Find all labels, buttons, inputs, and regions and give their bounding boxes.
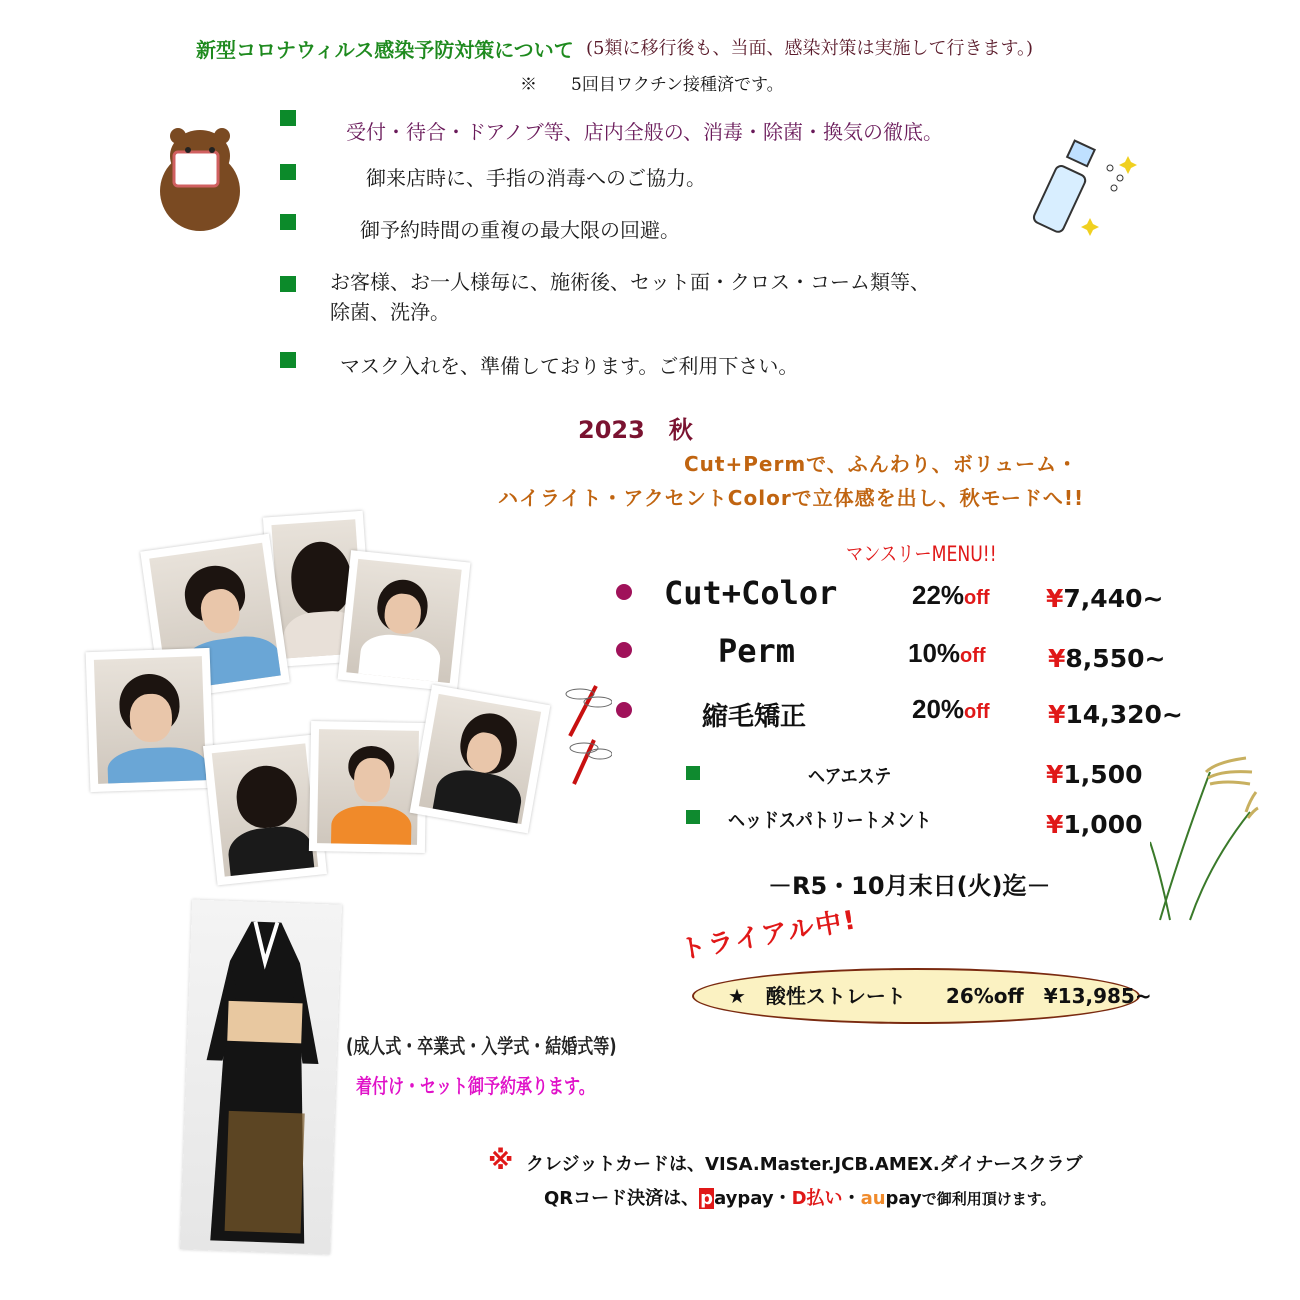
season-title: 2023 秋 [578, 416, 693, 444]
susuki-grass-icon [1150, 752, 1260, 922]
hairstyle-photo [410, 685, 551, 834]
hairstyle-photo [309, 721, 427, 853]
monthly-menu-title: マンスリーMENU!! [846, 542, 997, 566]
option-price: ¥1,500 [1046, 760, 1143, 789]
option-name: ヘッドスパトリートメント [728, 808, 932, 832]
corona-title: 新型コロナウィルス感染予防対策について [196, 38, 574, 62]
trial-label: トライアル中! [677, 905, 860, 966]
bullet-square [686, 766, 700, 780]
kimono-booking: 着付け・セット御予約承ります。 [356, 1074, 595, 1098]
hairstyle-photo [338, 550, 471, 692]
headline-line1: Cut+Permで、ふんわり、ボリューム・ [684, 452, 1079, 476]
bullet-dot [616, 702, 632, 718]
bullet-dot [616, 584, 632, 600]
menu-price: ¥14,320~ [1048, 700, 1183, 729]
sanitizer-spray-icon [1030, 138, 1140, 238]
option-name: ヘアエステ [808, 764, 892, 788]
trial-offer: ★ 酸性ストレート 26%off ¥13,985~ [728, 984, 1152, 1008]
corona-item: 受付・待合・ドアノブ等、店内全般の、消毒・除菌・換気の徹底。 [346, 120, 943, 144]
hairstyle-photo [203, 735, 327, 886]
bullet-square [280, 164, 296, 180]
kimono-photo [180, 899, 342, 1254]
menu-discount: 10%off [908, 638, 986, 668]
corona-note: (5類に移行後も、当面、感染対策は実施して行きます。) [586, 38, 1034, 59]
corona-item: 除菌、洗浄。 [330, 300, 450, 324]
credit-card-info: クレジットカードは、VISA.Master.JCB.AMEX.ダイナースクラブ [526, 1154, 1083, 1175]
campaign-period: －R5・10月末日(火)迄－ [768, 872, 1051, 900]
hairstyle-photo [86, 648, 215, 792]
bullet-square [280, 276, 296, 292]
corona-item: 御来店時に、手指の消毒へのご協力。 [366, 166, 706, 190]
note-mark: ※ [488, 1146, 514, 1176]
menu-discount: 20%off [912, 694, 990, 724]
bullet-square [686, 810, 700, 824]
bear-icon [150, 116, 250, 236]
dragonfly-icon [556, 680, 612, 790]
menu-discount: 22%off [912, 580, 990, 610]
menu-name: Cut+Color [664, 574, 838, 612]
bullet-square [280, 214, 296, 230]
kimono-events: (成人式・卒業式・入学式・結婚式等) [346, 1034, 617, 1058]
menu-name: 縮毛矯正 [702, 702, 807, 732]
bullet-square [280, 110, 296, 126]
corona-item: マスク入れを、準備しております。ご利用下さい。 [340, 354, 799, 378]
menu-name: Perm [718, 632, 796, 670]
option-price: ¥1,000 [1046, 810, 1143, 839]
qr-payment-info: QRコード決済は、paypay・D払い・aupayで御利用頂けます。 [544, 1188, 1056, 1209]
bullet-dot [616, 642, 632, 658]
corona-item: お客様、お一人様毎に、施術後、セット面・クロス・コーム類等、 [330, 270, 930, 294]
bullet-square [280, 352, 296, 368]
corona-item: 御予約時間の重複の最大限の回避。 [360, 218, 680, 242]
vaccine-note: ※ 5回目ワクチン接種済です。 [520, 75, 784, 95]
menu-price: ¥7,440~ [1046, 584, 1164, 613]
menu-price: ¥8,550~ [1048, 644, 1166, 673]
headline-line2: ハイライト・アクセントColorで立体感を出し、秋モードへ!! [498, 486, 1085, 510]
